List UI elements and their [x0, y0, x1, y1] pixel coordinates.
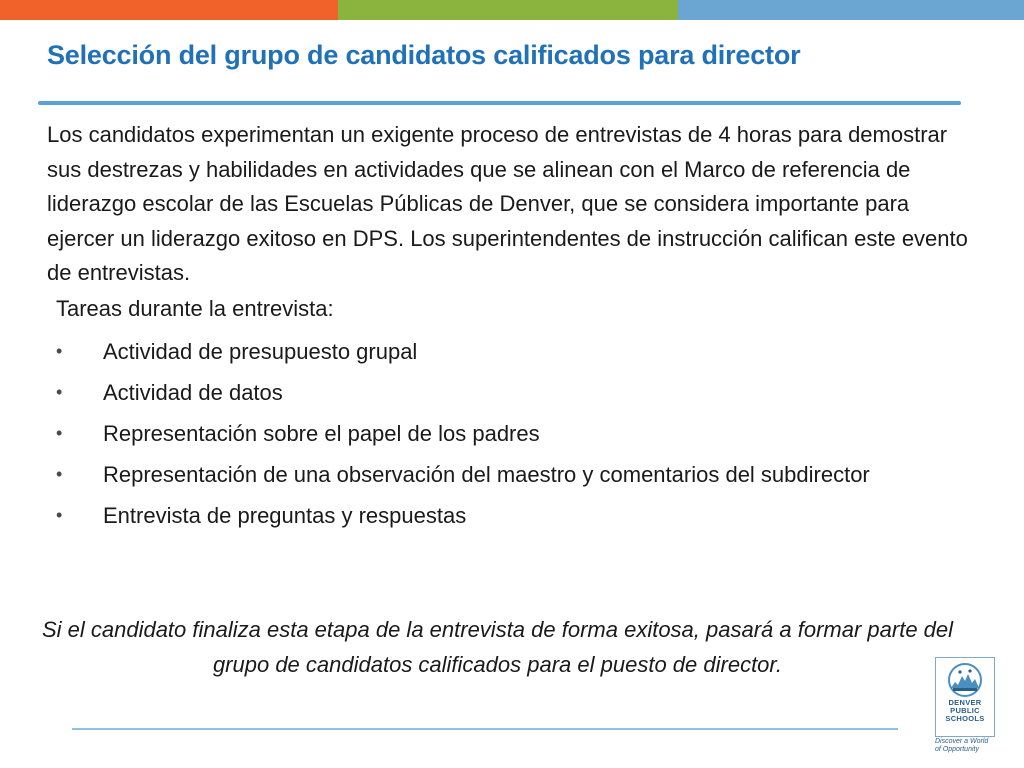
- task-item: [56, 335, 926, 368]
- bullet-icon: •: [56, 423, 63, 443]
- bullet-icon: •: [56, 341, 63, 361]
- bullet-icon: •: [56, 382, 63, 402]
- task-text: Actividad de datos: [103, 380, 283, 405]
- task-list: [56, 335, 926, 540]
- tasks-heading: Tareas durante la entrevista:: [56, 296, 334, 321]
- bottom-divider: [72, 728, 898, 730]
- task-item: [56, 376, 926, 409]
- top-bar-blue-segment: [678, 0, 1024, 20]
- slide-title: Selección del grupo de candidatos calificados para director: [47, 40, 801, 70]
- conclusion-text: Si el candidato finaliza esta etapa de la entrevista de forma exitosa, pasará a formar parte del grupo de candidatos calificados para el puesto de director.: [41, 617, 954, 677]
- bullet-icon: •: [56, 505, 63, 525]
- task-text: Representación de una observación del maestro y comentarios del subdirector: [103, 462, 870, 487]
- task-item: [56, 458, 926, 491]
- logo-text-schools: SCHOOLS: [945, 714, 985, 723]
- task-item: [56, 499, 926, 532]
- logo-tagline-line-1: Discover a World: [935, 738, 989, 745]
- task-item: [56, 417, 926, 450]
- title-underline: [38, 101, 961, 105]
- dps-logo: [935, 657, 995, 737]
- top-bar-green-segment: [338, 0, 678, 20]
- bullet-icon: •: [56, 464, 63, 484]
- logo-tagline: [935, 738, 999, 754]
- task-text: Entrevista de preguntas y respuestas: [103, 503, 467, 528]
- top-bar-orange-segment: [0, 0, 338, 20]
- task-text: Representación sobre el papel de los padres: [103, 421, 540, 446]
- task-text: Actividad de presupuesto grupal: [103, 339, 418, 364]
- intro-paragraph: Los candidatos experimentan un exigente proceso de entrevistas de 4 horas para demostrar sus destrezas y habilidades en actividades que se alinean con el Marco de referencia de liderazgo escolar de las Escuelas Públicas de Denver, que se considera importante para ejercer un liderazgo exitoso en DPS. Los superintendentes de instrucción califican este evento de entrevistas.: [47, 122, 968, 285]
- dps-skyline-icon: [943, 662, 987, 698]
- top-color-bar: [0, 0, 1024, 20]
- logo-tagline-line-2: of Opportunity: [935, 746, 979, 753]
- logo-text-denver: DENVER: [948, 698, 982, 707]
- logo-text-public: PUBLIC: [950, 706, 980, 715]
